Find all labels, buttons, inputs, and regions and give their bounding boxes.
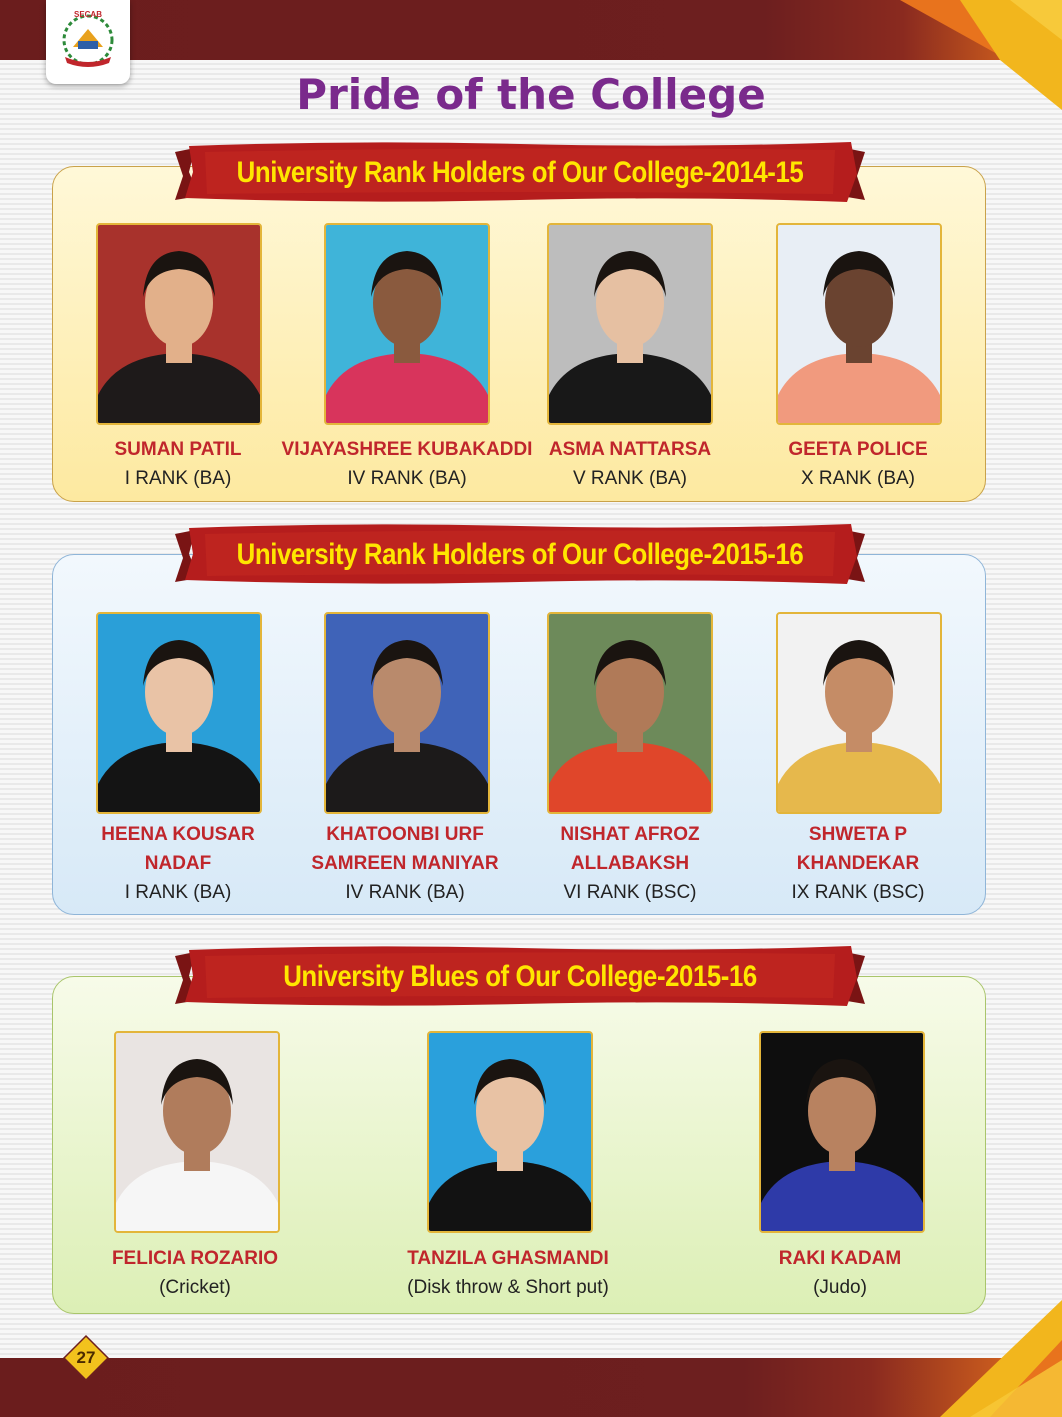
person-name: ASMA NATTARSA xyxy=(548,439,712,460)
person-name-line-1: HEENA KOUSAR xyxy=(101,824,255,845)
section-1-title: University Rank Holders of Our College-2014-15 xyxy=(236,156,804,189)
photo-nishat-afroz-allabaksh xyxy=(547,612,713,814)
section-3-title: University Blues of Our College-2015-16 xyxy=(283,960,757,993)
photo-tanzila-ghasmandi xyxy=(427,1031,593,1233)
page-number-badge xyxy=(62,1334,110,1382)
person-detail: VI RANK (BSC) xyxy=(563,882,697,903)
person-name: SUMAN PATIL xyxy=(114,439,242,460)
section-3-ribbon xyxy=(175,942,865,1012)
caption-asma-nattarsa xyxy=(540,435,720,493)
person-detail: (Judo) xyxy=(813,1277,867,1298)
caption-felicia-rozario xyxy=(95,1244,295,1302)
logo-text: SECAB xyxy=(73,10,103,19)
section-2-title: University Rank Holders of Our College-2015-16 xyxy=(236,538,804,571)
person-name-line-2: SAMREEN MANIYAR xyxy=(311,853,499,874)
person-detail: V RANK (BA) xyxy=(572,468,688,489)
photo-vijayashree-kubakaddi xyxy=(324,223,490,425)
person-name: GEETA POLICE xyxy=(788,439,928,460)
photo-khatoonbi-samreen-maniyar xyxy=(324,612,490,814)
person-name-line-2: KHANDEKAR xyxy=(796,853,920,874)
photo-suman-patil xyxy=(96,223,262,425)
section-1-ribbon xyxy=(175,138,865,208)
caption-shweta-p-khandekar xyxy=(768,820,948,907)
photo-asma-nattarsa xyxy=(547,223,713,425)
caption-geeta-police xyxy=(768,435,948,493)
person-name-line-2: NADAF xyxy=(144,853,212,874)
page-number: 27 xyxy=(76,1348,96,1367)
person-name-line-2: ALLABAKSH xyxy=(570,853,690,874)
person-detail: (Cricket) xyxy=(159,1277,231,1298)
person-detail: I RANK (BA) xyxy=(124,882,232,903)
caption-nishat-afroz-allabaksh xyxy=(530,820,730,907)
person-detail: (Disk throw & Short put) xyxy=(407,1277,609,1298)
caption-khatoonbi-samreen-maniyar xyxy=(295,820,515,907)
person-detail: IX RANK (BSC) xyxy=(791,882,925,903)
person-detail: X RANK (BA) xyxy=(800,468,916,489)
person-name: TANZILA GHASMANDI xyxy=(407,1248,609,1269)
person-detail: I RANK (BA) xyxy=(124,468,232,489)
person-name: RAKI KADAM xyxy=(778,1248,902,1269)
photo-raki-kadam xyxy=(759,1031,925,1233)
person-name: VIJAYASHREE KUBAKADDI xyxy=(281,439,533,460)
photo-shweta-p-khandekar xyxy=(776,612,942,814)
person-detail: IV RANK (BA) xyxy=(347,468,467,489)
caption-vijayashree-kubakaddi xyxy=(280,435,534,493)
caption-suman-patil xyxy=(87,435,269,493)
section-2-ribbon xyxy=(175,520,865,590)
photo-geeta-police xyxy=(776,223,942,425)
photo-heena-kousar-nadaf xyxy=(96,612,262,814)
caption-raki-kadam xyxy=(740,1244,940,1302)
person-name: FELICIA ROZARIO xyxy=(111,1248,279,1269)
person-name-line-1: NISHAT AFROZ xyxy=(560,824,700,845)
page-title: Pride of the College xyxy=(296,70,766,119)
person-name-line-1: KHATOONBI URF xyxy=(326,824,484,845)
bottom-right-corner-decoration xyxy=(880,1300,1062,1417)
photo-felicia-rozario xyxy=(114,1031,280,1233)
caption-tanzila-ghasmandi xyxy=(380,1244,636,1302)
caption-heena-kousar-nadaf xyxy=(87,820,269,907)
person-detail: IV RANK (BA) xyxy=(345,882,465,903)
person-name-line-1: SHWETA P xyxy=(808,824,908,845)
